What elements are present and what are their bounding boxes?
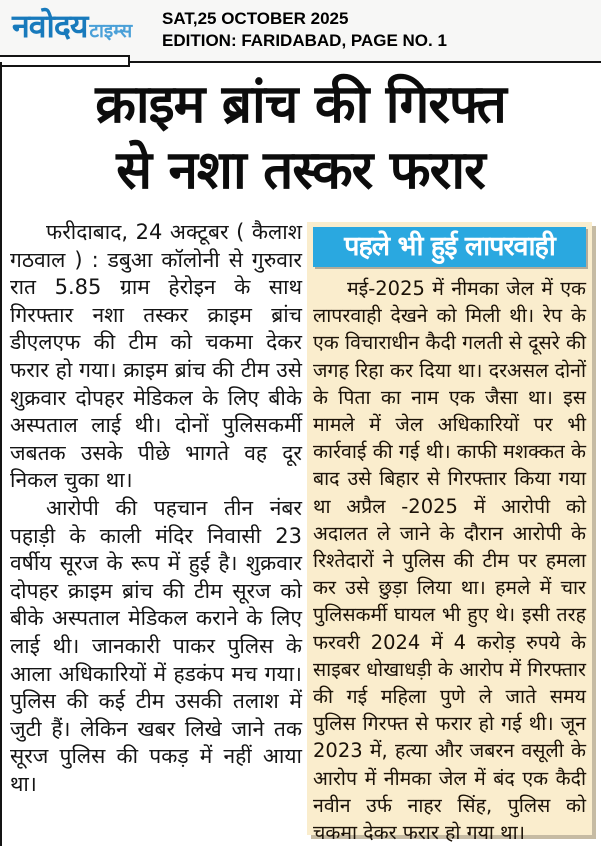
article-body-column <box>10 219 302 798</box>
date-line: SAT,25 OCTOBER 2025 <box>162 9 349 28</box>
sidebar-highlight-box <box>307 222 592 845</box>
sidebar-heading-banner: पहले भी हुई लापरवाही <box>313 227 586 267</box>
article-paragraph-1: फरीदाबाद, 24 अक्टूबर ( कैलाश गठवाल ) : डबुआ कॉलोनी से गुरुवार रात 5.85 ग्राम हेरोइन के साथ गिरफ्तार नशा तस्कर क्राइम ब्रांच डीएलएफ की टीम को चकमा देकर फरार हो गया। क्राइम ब्रांच की टीम उसे शुक्रवार दोपहर मेडिकल के लिए बीके अस्पताल लाई थी। दोनों पुलिसकर्मी जबतक उसके पीछे भागते वह दूर निकल चुका था। <box>10 220 302 493</box>
masthead <box>0 0 601 62</box>
crop-corner-box <box>0 55 130 67</box>
sidebar-body-text: मई-2025 में नीमका जेल में एक लापरवाही देखने को मिली थी। रेप के एक विचाराधीन कैदी गलती से दूसरे की जगह रिहा कर दिया था। दरअसल दोनों के पिता का नाम एक जैसा था। इस मामले में जेल अधिकारियों पर भी कार्रवाई की गई थी। काफी मशक्कत के बाद उसे बिहार से गिरफ्तार किया गया था अप्रैल -2025 में आरोपी को अदालत ले जाने के दौरान आरोपी के रिश्तेदारों ने पुलिस की टीम पर हमला कर उसे छुड़ा लिया था। हमले में चार पुलिसकर्मी घायल भी हुए थे। इसी तरह फरवरी 2024 में 4 करोड़ रुपये के साइबर धोखाधड़ी के आरोप में गिरफ्तार की गई महिला पुणे ले जाते समय पुलिस गिरफ्त से फरार हो गई थी। जून 2023 में, हत्या और जबरन वसूली के आरोप में नीमका जेल में बंद एक कैदी नवीन उर्फ नाहर सिंह, पुलिस को चकमा देकर फरार हो गया था। <box>313 277 586 845</box>
left-border-rule <box>0 62 2 846</box>
article-paragraph-2: आरोपी की पहचान तीन नंबर पहाड़ी के काली मंदिर निवासी 23 वर्षीय सूरज के रूप में हुई है। शुक्रवार दोपहर क्राइम ब्रांच की टीम सूरज को बीके अस्पताल मेडिकल कराने के लिए लाई थी। जानकारी पाकर पुलिस के आला अधिकारियों में हडकंप मच गया। पुलिस की कई टीम उसकी तलाश में जुटी हैं। लेकिन खबर लिखे जाने तक सूरज पुलिस की पकड़ में नहीं आया था। <box>10 495 302 796</box>
logo-sub-text: टाइम्स <box>89 20 133 42</box>
headline-line-1: क्राइम ब्रांच की गिरफ्त <box>95 74 506 135</box>
article-headline <box>6 72 595 204</box>
edition-line: EDITION: FARIDABAD, PAGE NO. 1 <box>162 31 447 50</box>
headline-line-2: से नशा तस्कर फरार <box>116 140 485 201</box>
newspaper-logo <box>12 7 133 45</box>
edition-dateline <box>162 8 447 52</box>
logo-main-text: नवोदय <box>12 7 88 45</box>
